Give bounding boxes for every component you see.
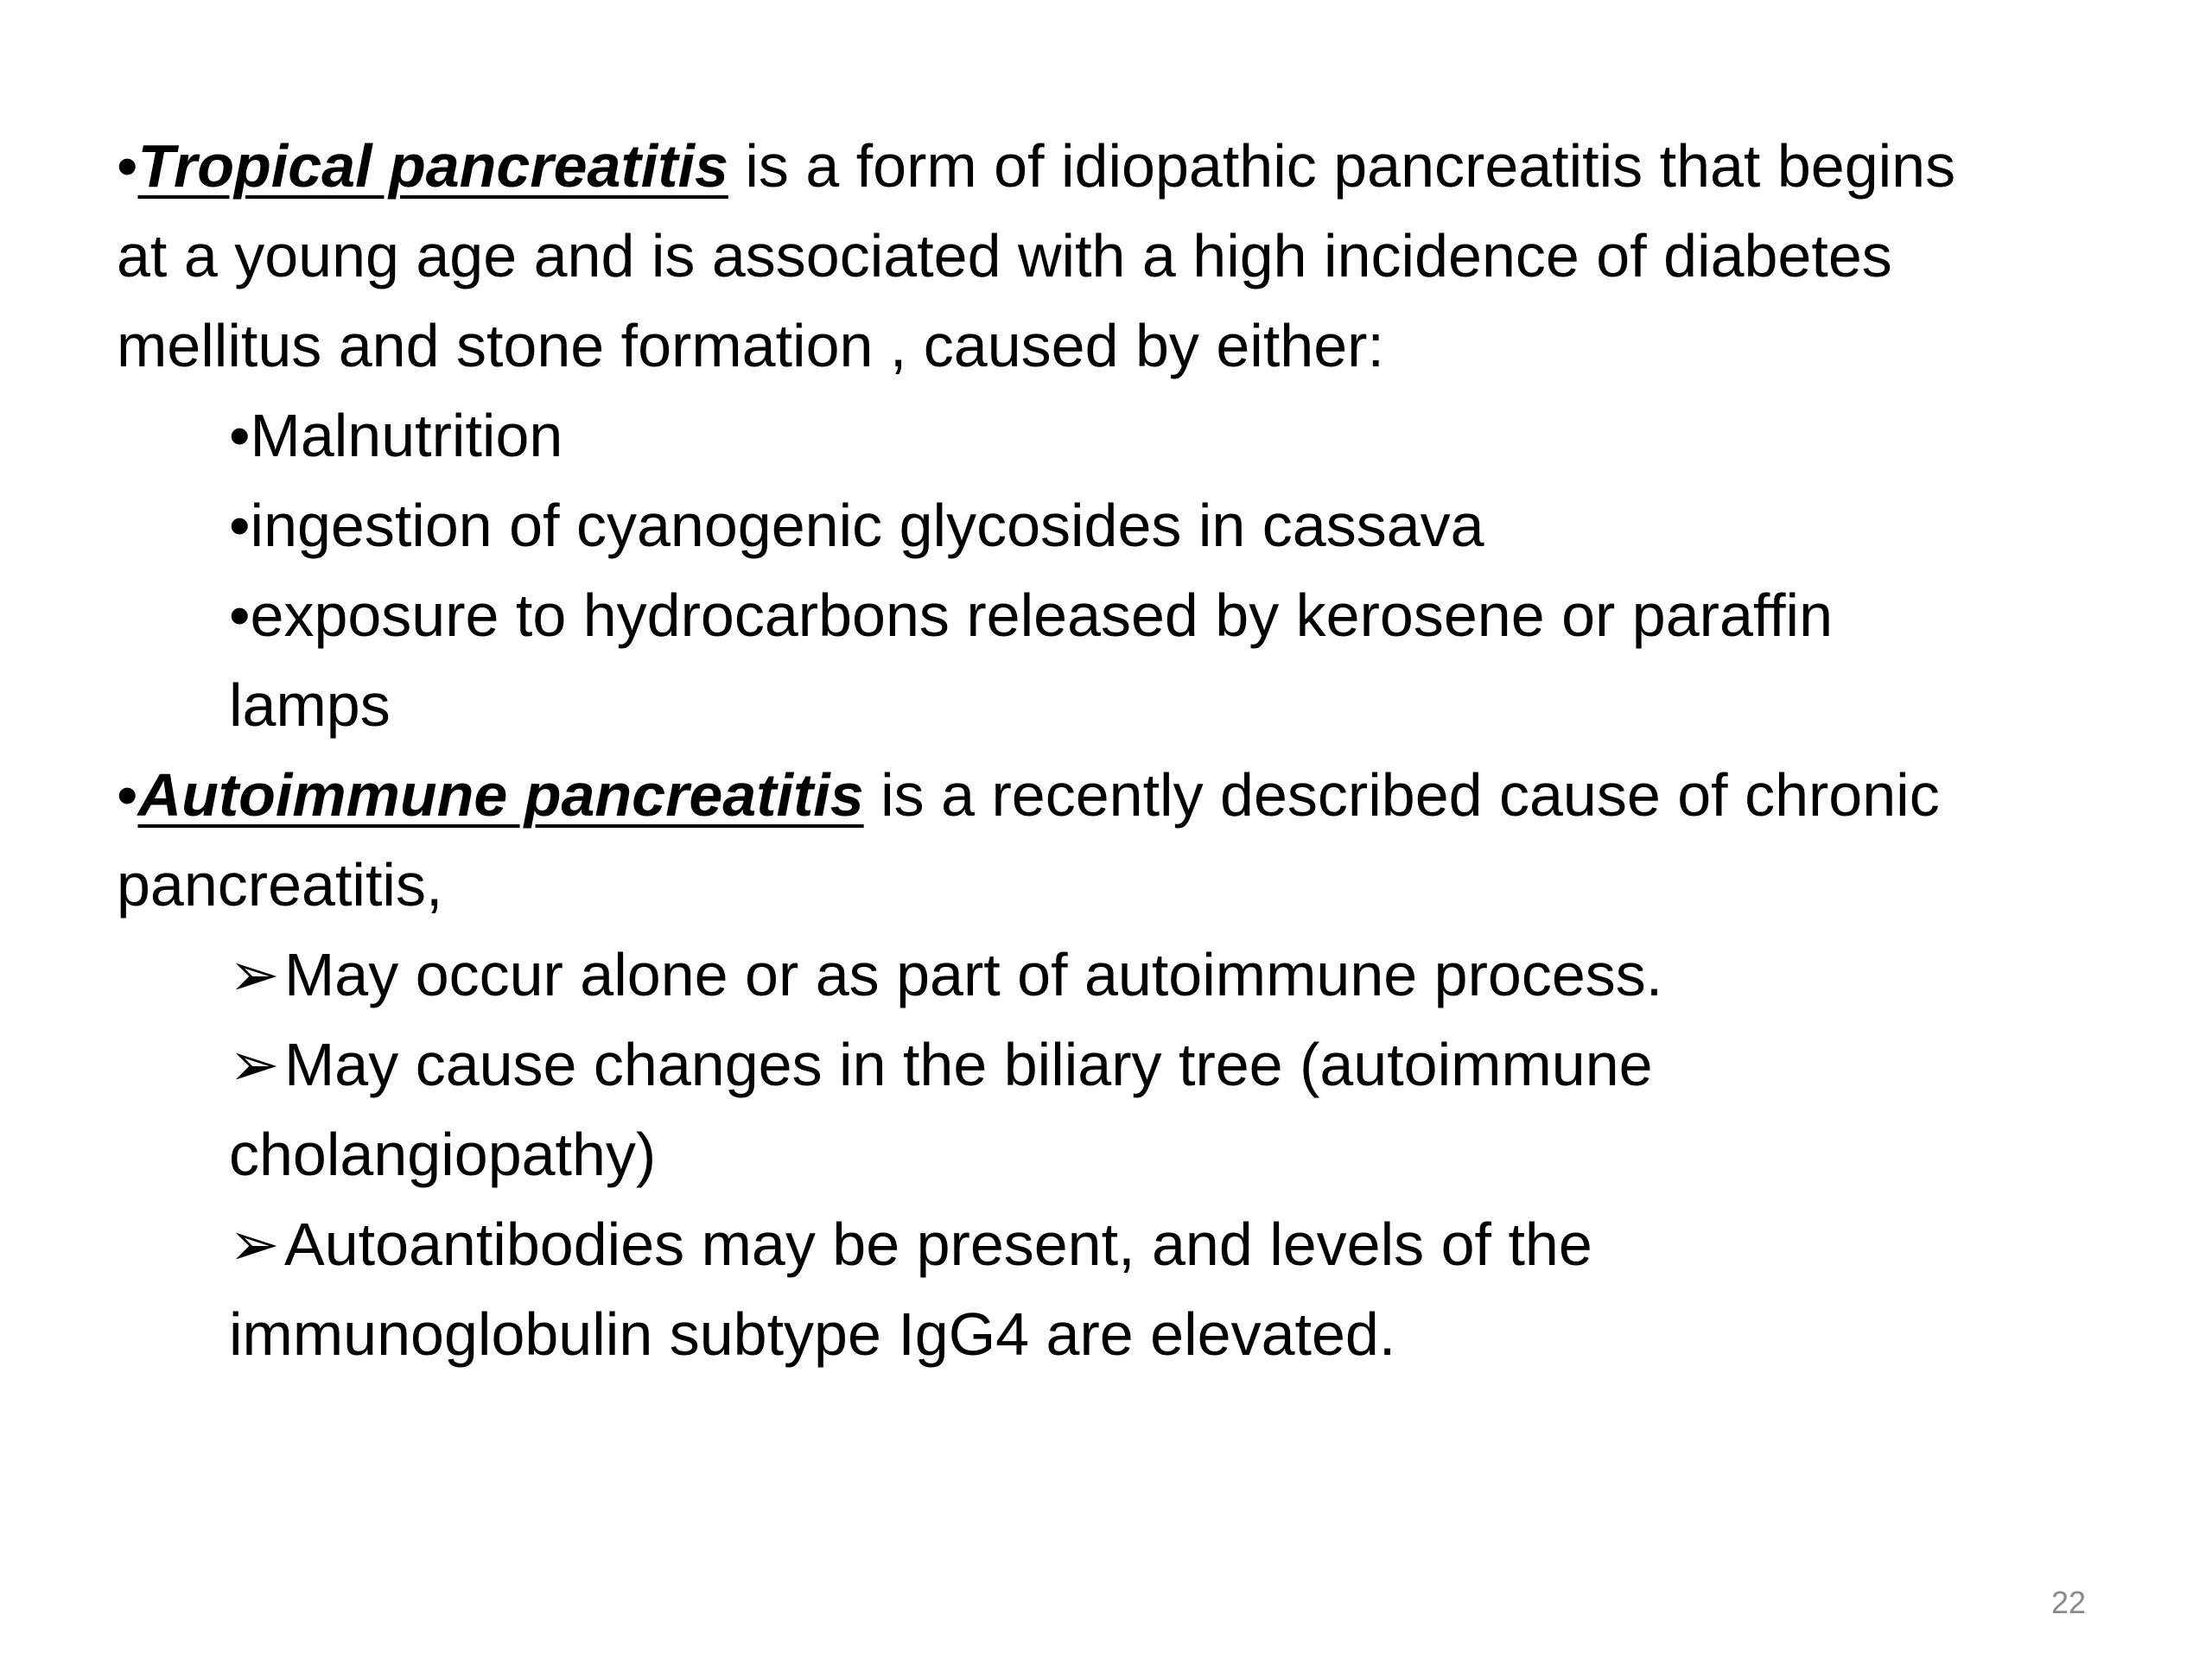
autoimmune-point	[229, 930, 2190, 1020]
autoimmune-line-1	[117, 750, 2190, 840]
page-number: 22	[2050, 1585, 2086, 1620]
autoimmune-point	[229, 1199, 2190, 1289]
cause-item	[229, 570, 2190, 660]
point-text: May cause changes in the biliary tree (autoimmune	[284, 1031, 1653, 1098]
autoimmune-point	[229, 1020, 2190, 1109]
autoimmune-point-continuation: immunoglobulin subtype IgG4 are elevated.	[229, 1300, 1396, 1368]
tropical-line-3: mellitus and stone formation , caused by either:	[117, 312, 1384, 379]
bullet: •	[117, 761, 138, 829]
tropical-line-1-text: is a form of idiopathic pancreatitis that begins	[728, 132, 1956, 200]
point-text: May occur alone or as part of autoimmune process.	[284, 941, 1663, 1008]
point-text: Autoantibodies may be present, and levels of the	[284, 1211, 1592, 1278]
cause-text: Malnutrition	[250, 402, 563, 469]
autoimmune-point-continuation: cholangiopathy)	[229, 1121, 657, 1188]
bullet: •	[229, 402, 251, 469]
cause-item	[229, 480, 2190, 570]
arrow-bullet-icon: ➢	[229, 1211, 280, 1278]
autoimmune-line-1-text: is a recently described cause of chronic	[863, 761, 1940, 829]
arrow-bullet-icon: ➢	[229, 941, 280, 1008]
bullet: •	[229, 492, 251, 559]
bullet: •	[229, 582, 251, 649]
tropical-line-1	[117, 121, 2190, 211]
cause-text: exposure to hydrocarbons released by kerosene or paraffin	[250, 582, 1833, 649]
cause-item-continuation: lamps	[229, 671, 391, 739]
arrow-bullet-icon: ➢	[229, 1031, 280, 1098]
tropical-term: Tropical pancreatitis	[137, 132, 728, 200]
slide-body	[117, 121, 2190, 1379]
cause-item	[229, 391, 2190, 480]
bullet: •	[117, 132, 138, 200]
tropical-line-2: at a young age and is associated with a high incidence of diabetes	[117, 222, 1892, 289]
cause-text: ingestion of cyanogenic glycosides in cassava	[250, 492, 1484, 559]
autoimmune-line-2: pancreatitis,	[117, 851, 443, 918]
autoimmune-term: Autoimmune pancreatitis	[137, 761, 864, 829]
